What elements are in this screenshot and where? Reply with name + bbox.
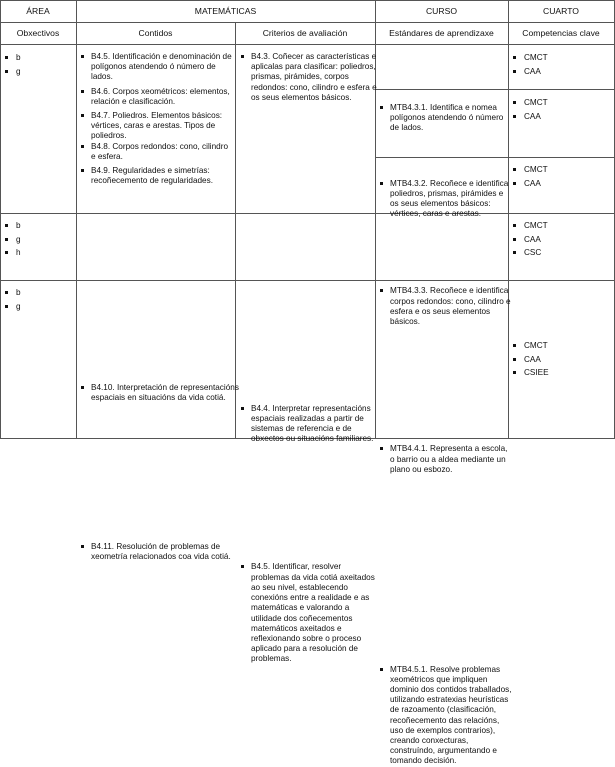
content-item: B4.8. Corpos redondos: cono, cilindro e esfera. [80,142,232,162]
row1-standard-3: MTB4.3.3. Recoñece e identifica corpos redondos: cono, cilindro e esfera e os seus elementos básicos. [379,286,514,327]
row2-objectives [4,221,72,262]
row2-contents: B4.10. Interpretación de representacións espaciais en situacións da vida cotiá. [80,383,241,403]
competence-item: CAA [512,179,608,193]
content-item: B4.6. Corpos xeométricos: elementos, relación e clasificación. [80,87,232,107]
competence-item: CSIEE [512,368,608,382]
competence-item: CAA [512,67,608,81]
row1-criteria: B4.3. Coñecer as características e aplicalas para clasificar: poliedros, prismas, pirámides, corpos redondos: cono, cilindro e esfera e os seus elementos básicos. [240,52,379,103]
header-area: ÁREA [26,6,50,16]
col-objectives: Obxectivos [16,28,60,38]
competence-item: CMCT [512,165,608,179]
objective-item: b [4,221,72,235]
col-competences: Competencias clave [522,28,600,38]
objective-item: g [4,302,72,316]
objective-item: g [4,235,72,249]
competence-item: CAA [512,235,608,249]
col-criteria: Criterios de avaliación [262,28,348,38]
row3-competences [512,341,608,382]
content-item: B4.9. Regularidades e simetrías: recoñecemento de regularidades. [80,166,232,186]
row1-competences-3 [512,165,608,192]
row2-standard: MTB4.4.1. Representa a escola, o barrio ou a aldea mediante un plano ou esbozo. [379,444,514,475]
header-grade: CUARTO [543,6,579,16]
row2-competences [512,221,608,262]
header-subject: MATEMÁTICAS [194,6,257,16]
row3-criteria: B4.5. Identificar, resolver problemas da vida cotiá axeitados ao seu nivel, establecendo conexións entre a realidade e as matemáticas e valorando a utilidade dos coñecementos matemáticos axeitados e reflexionando sobre o proceso aplicado para a resolución de problemas. [240,562,381,664]
competence-item: CMCT [512,341,608,355]
row1-contents [80,52,232,190]
competence-item: CMCT [512,53,608,67]
header-course: CURSO [425,6,458,16]
row1-standard-1: MTB4.3.1. Identifica e nomea polígonos atendendo ó número de lados. [379,103,514,134]
row1-competences-1 [512,53,608,80]
objective-item: g [4,67,72,81]
row3-contents: B4.11. Resolución de problemas de xeometría relacionados coa vida cotiá. [80,542,241,562]
row3-standard: MTB4.5.1. Resolve problemas xeométricos que impliquen dominio dos contidos traballados, utilizando estratexias heurísticas de razoamento (clasificación, recoñecemento das relacións, uso de exemplos contrarios), creando conxecturas, construíndo, argumentando e tomando decisión. [379,665,514,767]
objective-item: h [4,248,72,262]
row3-objectives [4,288,72,315]
competence-item: CMCT [512,221,608,235]
competence-item: CAA [512,112,608,126]
row1-objectives [4,53,72,80]
objective-item: b [4,53,72,67]
col-standards: Estándares de aprendizaxe [389,28,494,38]
objective-item: b [4,288,72,302]
competence-item: CSC [512,248,608,262]
competence-item: CMCT [512,98,608,112]
row1-competences-2 [512,98,608,125]
competence-item: CAA [512,355,608,369]
row2-criteria: B4.4. Interpretar representacións espaciais realizadas a partir de sistemas de referencia e de obxectos ou situacións familiares. [240,404,379,445]
col-contents: Contidos [138,28,173,38]
content-item: B4.5. Identificación e denominación de polígonos atendendo ó número de lados. [80,52,232,83]
row1-standard-2: MTB4.3.2. Recoñece e identifica poliedros, prismas, pirámides e os seus elementos básicos: vértices, caras e arestas. [379,179,514,220]
content-item: B4.7. Poliedros. Elementos básicos: vértices, caras e arestas. Tipos de poliedros. [80,111,232,142]
